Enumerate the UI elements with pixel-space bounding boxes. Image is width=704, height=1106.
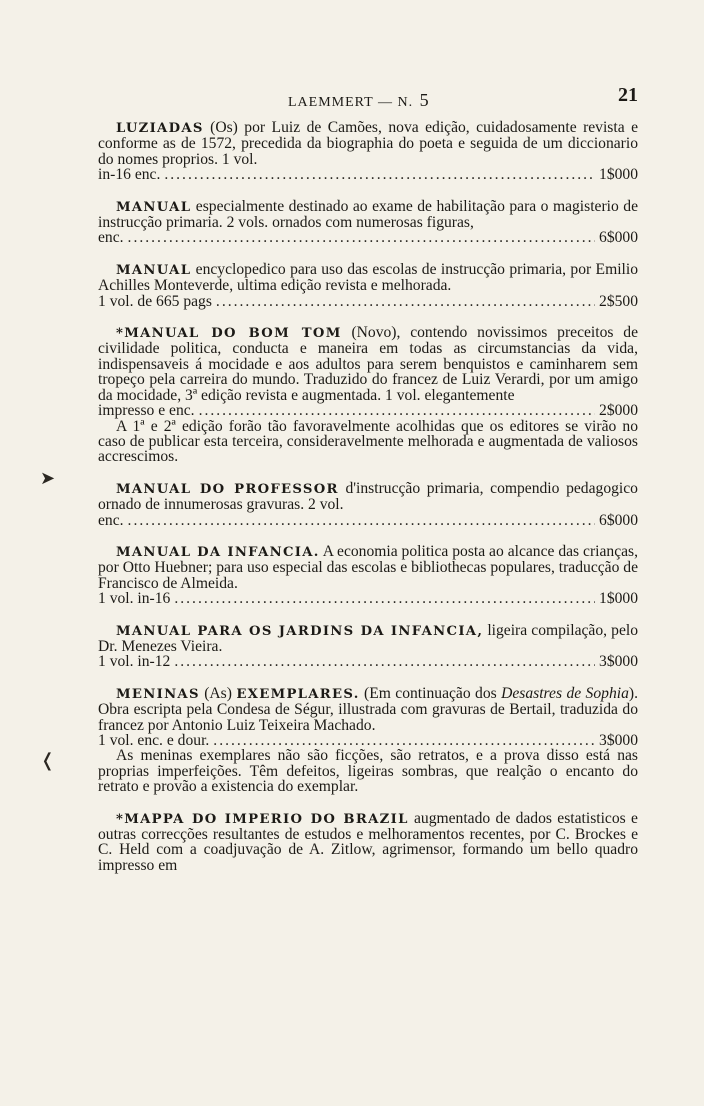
- entry-price: 6$000: [599, 229, 638, 247]
- price-line: [98, 591, 638, 606]
- margin-mark-arrow: ➤: [40, 468, 56, 489]
- entry-title: LUZIADAS: [116, 121, 204, 136]
- entry-note: As meninas exemplares não são ficções, são retratos, e a prova disso está nas proprias imperfeições. Têm defeitos, ligeiras sombras, que realção o encanto do retrato e provão a existencia do exemplar.: [98, 747, 638, 796]
- price-line: [98, 294, 638, 309]
- dot-leader: [164, 167, 595, 182]
- entry-price: 2$500: [599, 292, 638, 310]
- entry-format: enc.: [98, 511, 124, 529]
- catalog-entry: [98, 481, 638, 528]
- entry-title: MENINAS: [116, 686, 200, 702]
- entry-body-pre: (Em continuação dos: [364, 684, 497, 702]
- entry-body: (Os) por Luiz de Camões, nova edição, cuidadosamente revista e conforme as de 1572, precedida da biographia do poeta e seguida de um diccionario do nomes proprios. 1 vol.: [98, 119, 639, 168]
- dot-leader: [174, 591, 595, 606]
- entry-format: impresso e enc.: [98, 402, 195, 420]
- catalog-entry: [98, 325, 638, 465]
- entry-price: 6$000: [599, 511, 638, 529]
- entry-body: encyclopedico para uso das escolas de instrucção primaria, por Emilio Achilles Monteverde, ultima edição revista e melhorada.: [98, 260, 638, 295]
- entry-title: MANUAL PARA OS JARDINS DA INFANCIA,: [116, 623, 484, 639]
- entry-body: ligeira compilação, pelo Dr. Menezes Vieira.: [98, 621, 638, 655]
- catalog-entry: [98, 262, 638, 309]
- entry-title: *MAPPA DO IMPERIO DO BRAZIL: [116, 811, 409, 827]
- entry-body: ). Obra escripta pela Condesa de Ségur, illustrada com gravuras de Bertail, traduzida do francez por Antonio Luiz Teixeira Machado.: [98, 684, 638, 734]
- running-head-text: LAEMMERT — N.: [288, 95, 414, 110]
- entry-body: (Novo), contendo novissimos preceitos de civilidade politica, conducta e maneira em todas as circumstancias da vida, indispensaveis á mocidade e aos adultos para serem benquistos e caminharem sem tropeço pela carreira do mundo. Traduzido do francez de Luiz Verardi, por um amigo da mocidade, 3ª edição revista e augmentada. 1 vol. elegantemente: [98, 324, 638, 404]
- running-head-number: 5: [419, 90, 430, 110]
- dot-leader: [128, 230, 595, 245]
- entry-format: 1 vol. in-12: [98, 653, 171, 671]
- catalog-entry: [98, 623, 638, 670]
- entry-title: MANUAL DA INFANCIA.: [116, 544, 320, 560]
- entry-price: 1$000: [599, 590, 638, 608]
- entry-price: 2$000: [599, 402, 638, 420]
- entry-title: MANUAL DO PROFESSOR: [116, 481, 339, 497]
- entry-price: 3$000: [599, 653, 638, 671]
- dot-leader: [213, 733, 595, 748]
- dot-leader: [128, 513, 595, 528]
- catalog-entry: [98, 686, 638, 795]
- entry-title: MANUAL: [116, 262, 192, 278]
- entry-title: *MANUAL DO BOM TOM: [116, 326, 342, 342]
- running-head: [288, 90, 430, 111]
- page-header: [98, 84, 638, 114]
- catalog-entry: [98, 811, 638, 874]
- entry-italic-title: Desastres de Sophia: [501, 684, 629, 702]
- price-line: [98, 167, 638, 182]
- catalog-entry: [98, 120, 638, 183]
- catalog-entry: [98, 199, 638, 246]
- price-line: [98, 230, 638, 245]
- entry-body: especialmente destinado ao exame de habilitação para o magisterio de instrucção primaria. 2 vols. ornados com numerosas figuras,: [98, 197, 638, 232]
- entry-format: 1 vol. enc. e dour.: [98, 732, 210, 749]
- price-line: [98, 654, 638, 669]
- entry-title-second: EXEMPLARES.: [236, 686, 360, 702]
- dot-leader: [199, 403, 595, 418]
- entry-format: 1 vol. de 665 pags: [98, 292, 212, 310]
- entry-title-mid: (As): [204, 684, 232, 702]
- dot-leader: [174, 654, 595, 669]
- margin-mark-bracket: ❬: [40, 750, 56, 771]
- entry-note: A 1ª e 2ª edição forão tão favoravelmente acolhidas que os editores se virão no caso de publicar esta terceira, consideravelmente melhorada e augmentada de valiosos accrescimos.: [98, 417, 638, 466]
- book-page: [98, 84, 638, 889]
- dot-leader: [216, 294, 595, 309]
- catalog-entry: [98, 544, 638, 607]
- entry-body: augmentado de dados estatisticos e outras correcções resultantes de estudos e melhoramentos recentes, por C. Brockes e C. Held com a coadjuvação de A. Zitlow, agrimensor, formando um bello quadro impresso em: [98, 809, 638, 874]
- entry-format: in-16 enc.: [98, 166, 161, 184]
- page-number: 21: [618, 84, 638, 106]
- price-line: [98, 513, 638, 528]
- entry-price: 3$000: [599, 732, 638, 749]
- entry-format: 1 vol. in-16: [98, 590, 171, 608]
- entry-format: enc.: [98, 229, 124, 247]
- entry-body: d'instrucção primaria, compendio pedagogico ornado de innumerosas gravuras. 2 vol.: [98, 479, 638, 514]
- price-line: [98, 733, 638, 748]
- entry-price: 1$000: [599, 166, 638, 184]
- entry-body: A economia politica posta ao alcance das crianças, por Otto Huebner; para uso especial das escolas e bibliothecas populares, traducção de Francisco de Almeida.: [98, 542, 639, 592]
- entry-title: MANUAL: [116, 199, 192, 215]
- price-line: [98, 403, 638, 418]
